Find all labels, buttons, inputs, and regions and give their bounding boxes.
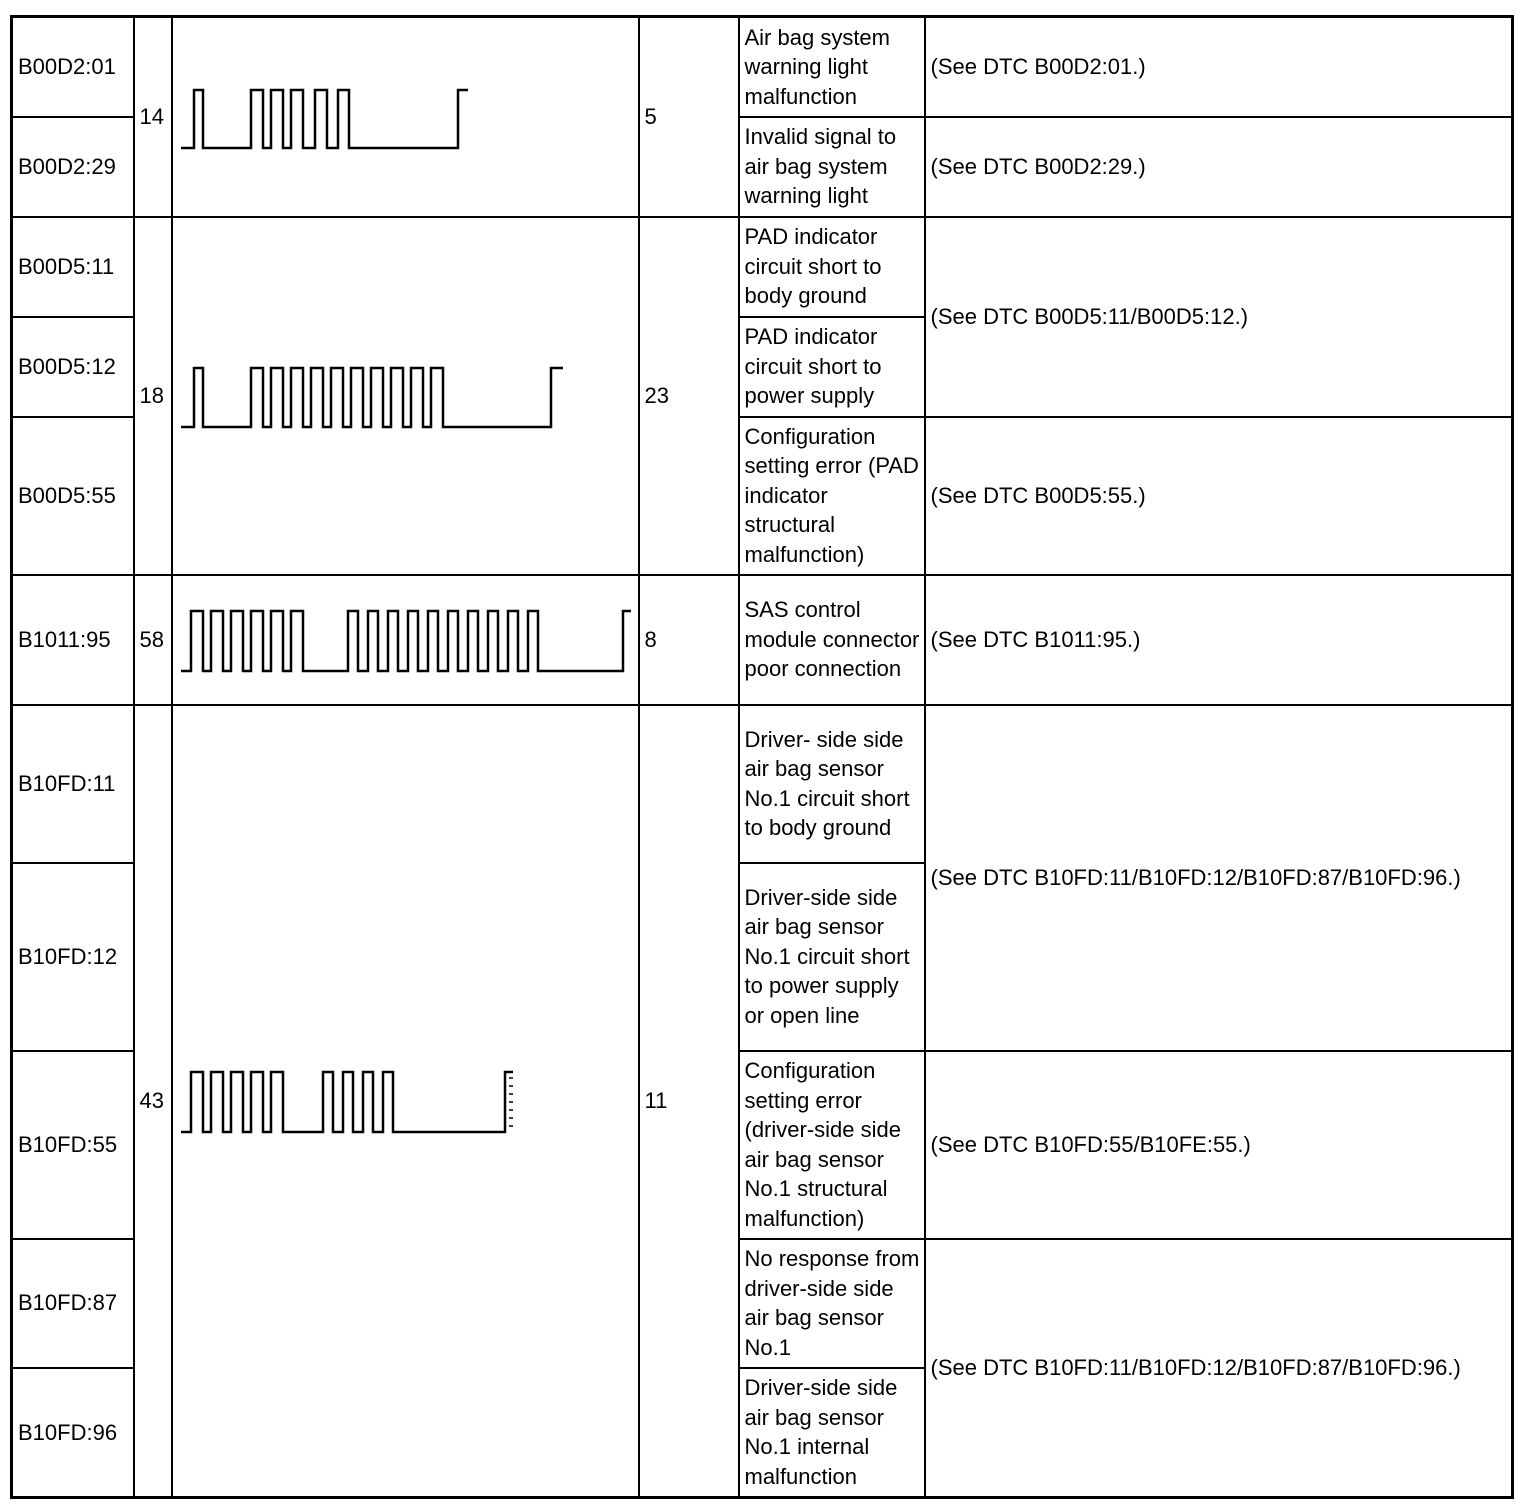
dtc-table bbox=[10, 15, 1514, 1499]
pattern-number: 43 bbox=[134, 705, 172, 1498]
dtc-code: B00D2:01 bbox=[12, 17, 134, 117]
waveform-pattern-43 bbox=[173, 706, 640, 1499]
dtc-code: B10FD:96 bbox=[12, 1368, 134, 1498]
dtc-code: B00D5:55 bbox=[12, 417, 134, 575]
dtc-code: B10FD:11 bbox=[12, 705, 134, 863]
table-row bbox=[12, 217, 1513, 317]
waveform-pattern-18 bbox=[173, 218, 640, 576]
dtc-description: Driver- side side air bag sensor No.1 circuit short to body ground bbox=[739, 705, 925, 863]
table-row bbox=[12, 575, 1513, 705]
dtc-code: B00D5:11 bbox=[12, 217, 134, 317]
table-row bbox=[12, 705, 1513, 863]
dtc-reference: (See DTC B1011:95.) bbox=[925, 575, 1513, 705]
dtc-code: B10FD:55 bbox=[12, 1051, 134, 1239]
dtc-description: Air bag system warning light malfunction bbox=[739, 17, 925, 117]
dtc-code: B10FD:12 bbox=[12, 863, 134, 1051]
dtc-code: B00D5:12 bbox=[12, 317, 134, 417]
dtc-description: Driver-side side air bag sensor No.1 circuit short to power supply or open line bbox=[739, 863, 925, 1051]
dtc-reference: (See DTC B00D2:29.) bbox=[925, 117, 1513, 217]
flash-count: 23 bbox=[639, 217, 739, 575]
dtc-description: Configuration setting error (driver-side side air bag sensor No.1 structural malfunction) bbox=[739, 1051, 925, 1239]
dtc-description: PAD indicator circuit short to body ground bbox=[739, 217, 925, 317]
dtc-reference: (See DTC B10FD:55/B10FE:55.) bbox=[925, 1051, 1513, 1239]
table-row bbox=[12, 17, 1513, 117]
flash-count: 11 bbox=[639, 705, 739, 1498]
dtc-reference: (See DTC B00D5:11/B00D5:12.) bbox=[925, 217, 1513, 417]
dtc-description: No response from driver-side side air bag sensor No.1 bbox=[739, 1239, 925, 1368]
dtc-description: PAD indicator circuit short to power supply bbox=[739, 317, 925, 417]
dtc-reference: (See DTC B10FD:11/B10FD:12/B10FD:87/B10FD:96.) bbox=[925, 705, 1513, 1051]
dtc-reference: (See DTC B10FD:11/B10FD:12/B10FD:87/B10FD:96.) bbox=[925, 1239, 1513, 1498]
waveform-pattern-14 bbox=[173, 18, 640, 218]
waveform-cell bbox=[172, 17, 639, 217]
pattern-number: 58 bbox=[134, 575, 172, 705]
flash-count: 8 bbox=[639, 575, 739, 705]
waveform-pattern-58 bbox=[173, 576, 640, 706]
waveform-cell bbox=[172, 217, 639, 575]
dtc-description: Driver-side side air bag sensor No.1 internal malfunction bbox=[739, 1368, 925, 1498]
dtc-code: B1011:95 bbox=[12, 575, 134, 705]
dtc-description: Invalid signal to air bag system warning light bbox=[739, 117, 925, 217]
dtc-reference: (See DTC B00D2:01.) bbox=[925, 17, 1513, 117]
dtc-reference: (See DTC B00D5:55.) bbox=[925, 417, 1513, 575]
pattern-number: 18 bbox=[134, 217, 172, 575]
waveform-cell bbox=[172, 575, 639, 705]
dtc-description: Configuration setting error (PAD indicator structural malfunction) bbox=[739, 417, 925, 575]
dtc-code: B10FD:87 bbox=[12, 1239, 134, 1368]
flash-count: 5 bbox=[639, 17, 739, 217]
waveform-cell bbox=[172, 705, 639, 1498]
dtc-code: B00D2:29 bbox=[12, 117, 134, 217]
pattern-number: 14 bbox=[134, 17, 172, 217]
dtc-description: SAS control module connector poor connection bbox=[739, 575, 925, 705]
